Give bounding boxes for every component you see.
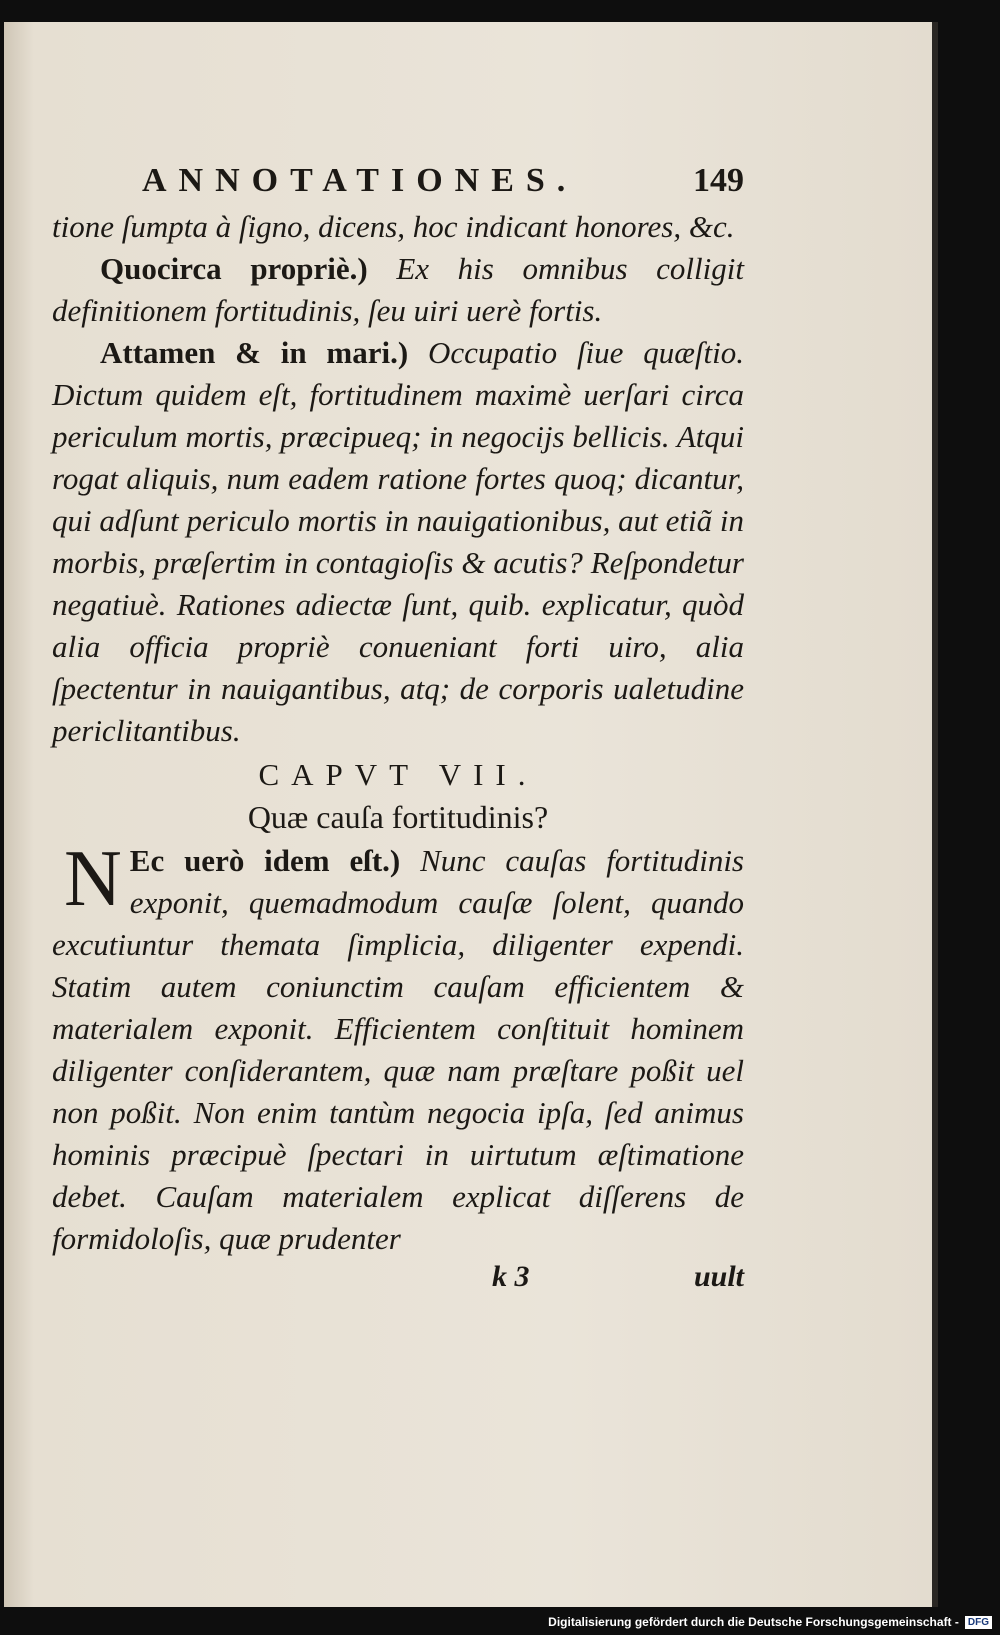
lemma: Attamen & in mari.) bbox=[100, 335, 409, 370]
paragraph-continuation bbox=[52, 206, 744, 248]
paragraph-text: tione ſumpta à ſigno, dicens, hoc indicant honores, &c. bbox=[52, 209, 735, 244]
paragraph-text: Occupatio ſiue quæſtio. Dictum quidem eſt, fortitudinem maximè uerſari circa periculum mortis, præcipueq; in negocijs bellicis. Atqui rogat aliquis, num eadem ratione fortes quoq; dicantur, qui adſunt periculo mortis in nauigationibus, aut etiã in morbis, præſertim in contagioſis & acutis? Reſpondetur negatiuè. Rationes adiectæ ſunt, quib. explicatur, quòd alia officia propriè conueniant forti uiro, alia ſpectentur in nauigantibus, atq; de corporis ualetudine periclitantibus. bbox=[52, 335, 744, 748]
lemma: Quocirca propriè.) bbox=[100, 251, 368, 286]
dfg-logo-icon: DFG bbox=[965, 1616, 992, 1629]
signature-line bbox=[52, 1260, 744, 1300]
chapter-heading: CAPVT VII. bbox=[258, 757, 538, 792]
paragraph-text: Nunc cauſas fortitudinis exponit, quemadmodum cauſæ ſolent, quando excutiuntur themata ſimplicia, diligenter expendi. Statim autem coniunctim cauſam efficientem & materialem exponit. Efficientem conſtituit hominem diligenter conſiderantem, quæ nam præſtare poßit uel non poßit. Non enim tantùm negocia ipſa, ſed animus hominis præcipuè ſpectari in uirtutum æſtimatione debet. Cauſam materialem explicat diſſerens de formidoloſis, quæ prudenter bbox=[52, 843, 744, 1256]
paragraph-attamen bbox=[52, 332, 744, 752]
page-number: 149 bbox=[693, 162, 744, 199]
paragraph-text: Ex his omnibus colligit definitionem fortitudinis, ſeu uiri uerè fortis. bbox=[52, 251, 744, 328]
lemma: Ec uerò idem eſt.) bbox=[129, 843, 401, 878]
signature-mark: k 3 bbox=[492, 1260, 530, 1293]
running-title: ANNOTATIONES. bbox=[142, 162, 578, 199]
chapter-title: Quæ cauſa fortitudinis? bbox=[247, 799, 549, 835]
paragraph-chapter-start bbox=[52, 835, 744, 1260]
catchword: uult bbox=[693, 1260, 744, 1293]
digitization-credit bbox=[548, 1615, 992, 1629]
running-head bbox=[52, 162, 744, 206]
text-block bbox=[52, 162, 744, 1300]
paragraph-quocirca bbox=[52, 248, 744, 332]
book-page bbox=[4, 22, 938, 1607]
credit-text: Digitalisierung gefördert durch die Deutsche Forschungsgemeinschaft - bbox=[548, 1615, 959, 1629]
drop-cap: N bbox=[64, 835, 122, 923]
